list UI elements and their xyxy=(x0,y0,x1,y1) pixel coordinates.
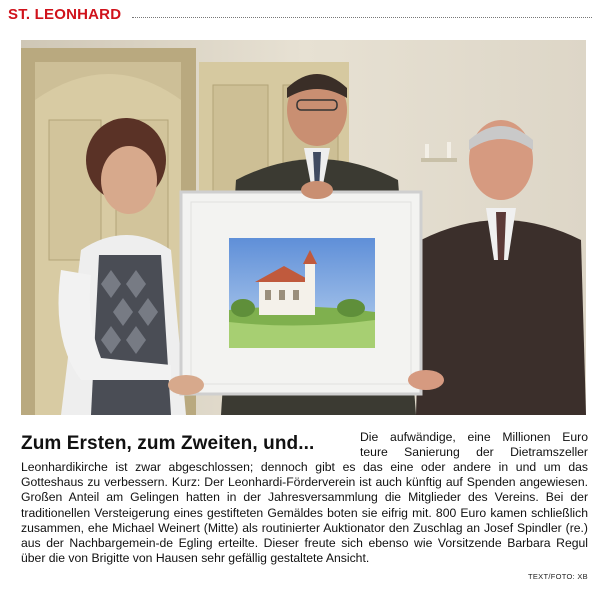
article-body: Leonhardikirche ist zwar abgeschlossen; dennoch gibt es das eine oder andere in und um das Gotteshaus zu verbessern. Kurz: Der Leonhardi-Förderverein ist auch künftig auf Spenden angewiesen. Großen Anteil am Gelingen hatten in der Jahresversammlung die Mitglieder des Vereins. Bei der traditionellen Versteigerung eines gestifteten Gemäldes boten sie eifrig mit. 800 Euro kamen schließlich zusammen, ehe Michael Weinert (Mitte) als routinierter Auktionator den Zuschlag an Josef Spindler (re.) aus der Nachbargemein-de Egling erteilte. Dieser freute sich ebenso wie Vorsitzende Barbara Regul über die von Brigitte von Hausen sehr gefällig gestaltete Ansicht. xyxy=(21,460,588,566)
lead-line-2: teure Sanierung der Dietramszeller xyxy=(360,445,588,459)
photo-credit: TEXT/FOTO: XB xyxy=(527,572,588,581)
headline: Zum Ersten, zum Zweiten, und... xyxy=(21,433,315,454)
section-title: ST. LEONHARD xyxy=(8,6,122,23)
dotted-rule xyxy=(132,17,592,18)
section-header xyxy=(8,6,592,26)
lead-line-1: Die aufwändige, eine Millionen Euro xyxy=(360,430,588,444)
news-photo xyxy=(21,40,586,415)
